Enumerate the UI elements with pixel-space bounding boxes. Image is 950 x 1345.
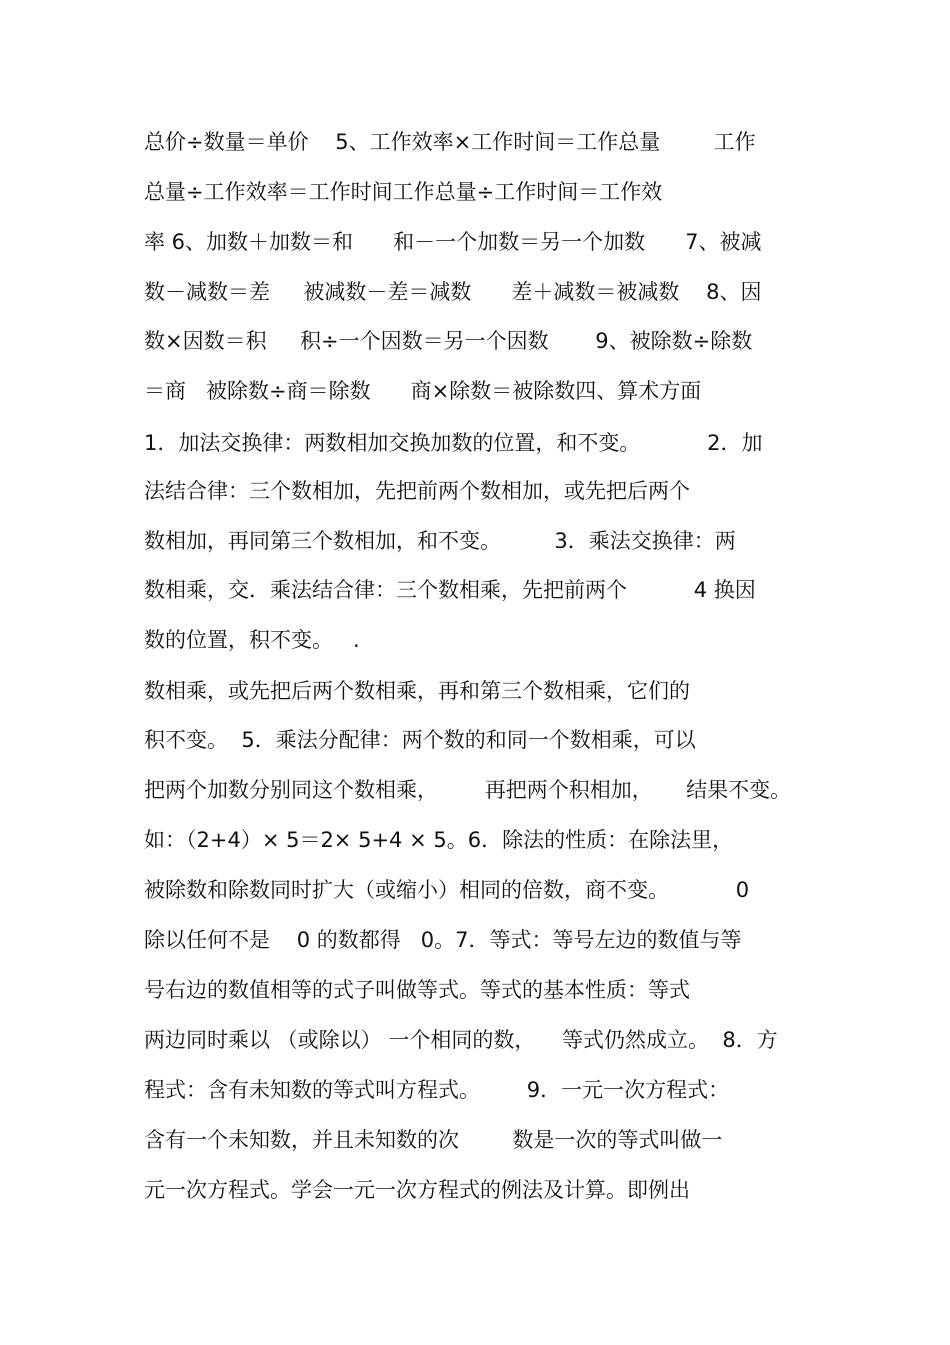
text-line: 数×因数＝积 积÷一个因数＝另一个因数 9、被除数÷除数 — [144, 329, 753, 353]
text-line: 数相乘，交．乘法结合律：三个数相乘，先把前两个 4 换因 — [144, 578, 756, 602]
text-line: 总价÷数量＝单价 5、工作效率×工作时间＝工作总量 工作 — [144, 130, 756, 154]
text-line: 含有一个未知数，并且未知数的次 数是一次的等式叫做一 — [144, 1128, 723, 1152]
text-line: 除以任何不是 0 的数都得 0。7．等式：等号左边的数值与等 — [144, 928, 742, 952]
text-line: 数相乘，或先把后两个数相乘，再和第三个数相乘，它们的 — [144, 679, 690, 703]
text-line: 被除数和除数同时扩大（或缩小）相同的倍数，商不变。 0 — [144, 878, 750, 902]
text-line: 程式：含有未知数的等式叫方程式。 9．一元一次方程式： — [144, 1078, 730, 1102]
text-line: 数的位置，积不变。 . — [144, 628, 360, 652]
text-line: 号右边的数值相等的式子叫做等式。等式的基本性质：等式 — [144, 978, 690, 1002]
text-line: ＝商 被除数÷商＝除数 商×除数＝被除数四、算术方面 — [144, 379, 702, 403]
text-line: 积不变。 5．乘法分配律：两个数的和同一个数相乘，可以 — [144, 728, 696, 752]
text-line: 数－减数＝差 被减数－差＝减数 差＋减数＝被减数 8、因 — [144, 280, 762, 304]
text-line: 1．加法交换律：两数相加交换加数的位置，和不变。 2．加 — [144, 431, 763, 455]
text-line: 如：（2+4）× 5＝2× 5+4 × 5。6．除法的性质：在除法里， — [144, 828, 734, 852]
text-line: 率 6、加数＋加数＝和 和－一个加数＝另一个加数 7、被减 — [144, 230, 762, 254]
text-line: 元一次方程式。学会一元一次方程式的例法及计算。即例出 — [144, 1178, 690, 1202]
text-line: 把两个加数分别同这个数相乘， 再把两个积相加， 结果不变。 — [144, 778, 792, 802]
text-line: 数相加，再同第三个数相加，和不变。 3．乘法交换律：两 — [144, 529, 736, 553]
text-line: 总量÷工作效率＝工作时间工作总量÷工作时间＝工作效 — [144, 180, 663, 204]
text-line: 法结合律：三个数相加，先把前两个数相加，或先把后两个 — [144, 479, 690, 503]
text-line: 两边同时乘以 （或除以） 一个相同的数， 等式仍然成立。 8．方 — [144, 1028, 778, 1052]
